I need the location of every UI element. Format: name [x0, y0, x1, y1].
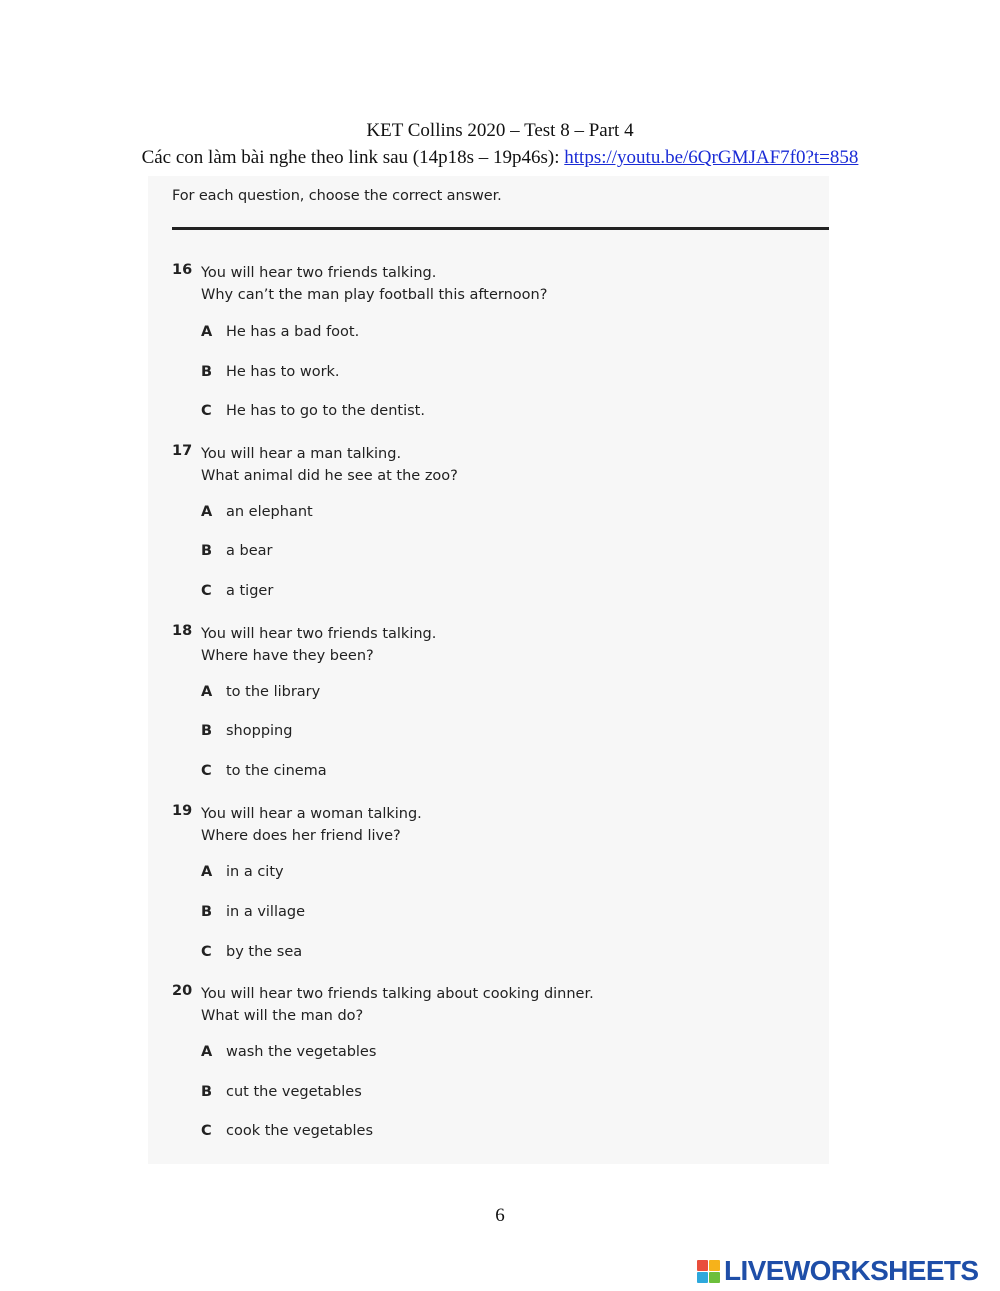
option-letter: A: [201, 864, 213, 880]
option-text: to the library: [226, 684, 321, 700]
option-text: in a village: [226, 904, 305, 920]
document-header: [0, 117, 1000, 171]
question-context: You will hear a woman talking.: [201, 806, 422, 822]
option-letter: B: [201, 723, 213, 739]
question-prompt: [201, 803, 422, 847]
question-text: Why can’t the man play football this afternoon?: [201, 287, 548, 303]
option-letter: C: [201, 583, 212, 599]
option-text: cut the vegetables: [226, 1084, 362, 1100]
option-c[interactable]: [201, 403, 425, 419]
option-a[interactable]: [201, 864, 284, 880]
option-c[interactable]: [201, 944, 302, 960]
question-number: 18: [172, 623, 193, 639]
youtube-link[interactable]: https://youtu.be/6QrGMJAF7f0?t=858: [564, 147, 859, 168]
question-context: You will hear two friends talking about cooking dinner.: [201, 986, 594, 1002]
option-b[interactable]: [201, 904, 305, 920]
option-text: in a city: [226, 864, 284, 880]
option-letter: C: [201, 1123, 212, 1139]
option-text: He has to go to the dentist.: [226, 403, 425, 419]
question-prompt: [201, 983, 594, 1027]
question-text: Where does her friend live?: [201, 828, 401, 844]
option-letter: B: [201, 543, 213, 559]
option-c[interactable]: [201, 583, 273, 599]
option-b[interactable]: [201, 543, 272, 559]
option-a[interactable]: [201, 324, 359, 340]
question-number: 16: [172, 262, 193, 278]
option-text: wash the vegetables: [226, 1044, 377, 1060]
option-text: by the sea: [226, 944, 303, 960]
option-letter: A: [201, 1044, 213, 1060]
option-letter: C: [201, 763, 212, 779]
question-number: 19: [172, 803, 193, 819]
option-text: shopping: [226, 723, 293, 739]
option-text: a tiger: [226, 583, 274, 599]
option-a[interactable]: [201, 504, 313, 520]
option-letter: C: [201, 403, 212, 419]
option-letter: B: [201, 1084, 213, 1100]
option-text: an elephant: [226, 504, 313, 520]
question-context: You will hear two friends talking.: [201, 265, 437, 281]
logo-square-blue: [697, 1272, 708, 1283]
question-prompt: [201, 443, 458, 487]
option-b[interactable]: [201, 1084, 362, 1100]
option-text: a bear: [226, 543, 273, 559]
option-a[interactable]: [201, 1044, 376, 1060]
logo-square-yellow: [709, 1260, 720, 1271]
option-letter: C: [201, 944, 212, 960]
option-b[interactable]: [201, 364, 340, 380]
question-context: You will hear two friends talking.: [201, 626, 437, 642]
logo-square-red: [697, 1260, 708, 1271]
option-letter: A: [201, 504, 213, 520]
option-a[interactable]: [201, 684, 320, 700]
divider-rule: [172, 227, 829, 230]
liveworksheets-logo-icon: [697, 1260, 720, 1283]
option-letter: B: [201, 364, 213, 380]
document-title: KET Collins 2020 – Test 8 – Part 4: [366, 120, 634, 141]
listening-instruction-text: Các con làm bài nghe theo link sau (14p18s – 19p46s):: [141, 147, 565, 168]
option-text: to the cinema: [226, 763, 327, 779]
question-text: What animal did he see at the zoo?: [201, 468, 458, 484]
option-text: He has a bad foot.: [226, 324, 360, 340]
question-text: What will the man do?: [201, 1008, 364, 1024]
question-number: 17: [172, 443, 193, 459]
option-c[interactable]: [201, 1123, 373, 1139]
exam-instruction: For each question, choose the correct answer.: [172, 188, 502, 204]
option-letter: B: [201, 904, 213, 920]
question-number: 20: [172, 983, 193, 999]
option-letter: A: [201, 684, 213, 700]
option-letter: A: [201, 324, 213, 340]
liveworksheets-wordmark: LIVEWORKSHEETS: [724, 1255, 979, 1286]
question-context: You will hear a man talking.: [201, 446, 402, 462]
option-text: cook the vegetables: [226, 1123, 374, 1139]
page-number: 6: [495, 1205, 505, 1226]
logo-square-green: [709, 1272, 720, 1283]
exam-page-scan: [148, 176, 829, 1164]
option-b[interactable]: [201, 723, 292, 739]
listening-instruction: [0, 144, 1000, 171]
option-c[interactable]: [201, 763, 327, 779]
question-prompt: [201, 262, 547, 306]
question-prompt: [201, 623, 436, 667]
question-text: Where have they been?: [201, 648, 374, 664]
option-text: He has to work.: [226, 364, 340, 380]
liveworksheets-brand[interactable]: [697, 1257, 979, 1285]
